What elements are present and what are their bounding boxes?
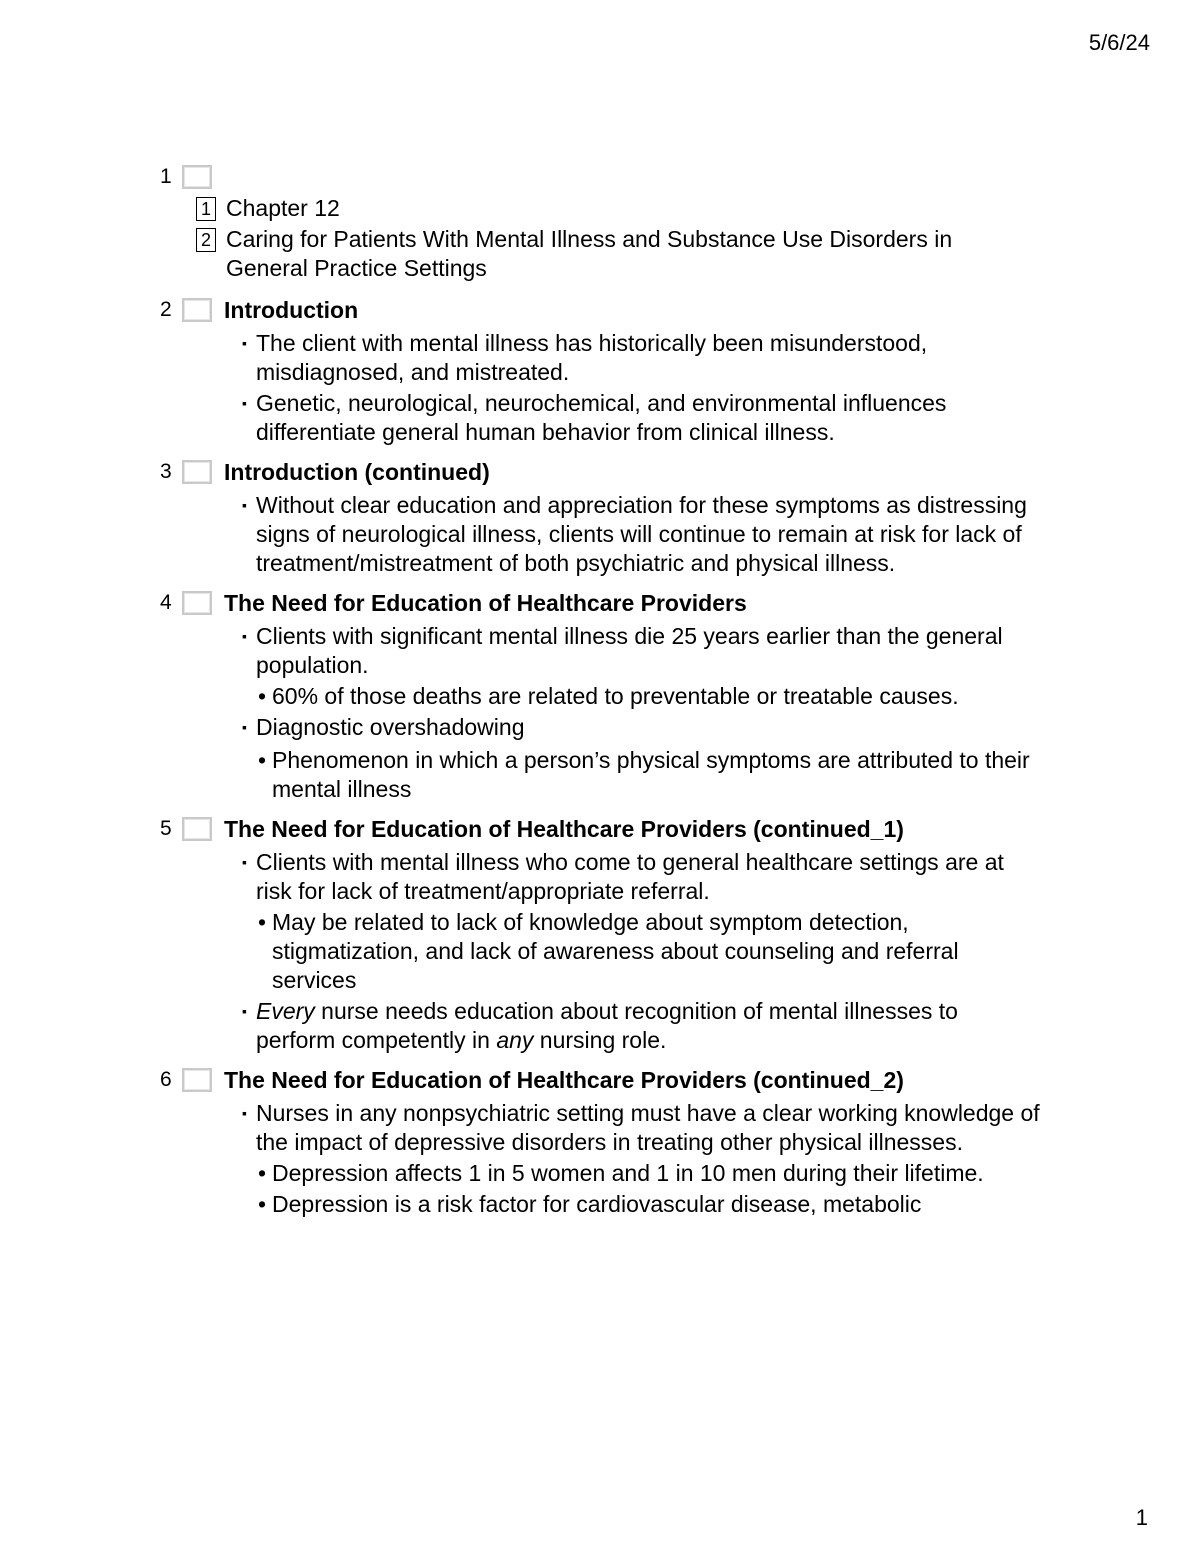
bullet-text: Clients with mental illness who come to general healthcare settings are at risk for lack of treatment/appropriate referral.: [256, 849, 1004, 904]
sub-bullet-text: Phenomenon in which a person’s physical symptoms are attributed to their mental illness: [272, 747, 1030, 802]
page-number: 1: [1135, 1505, 1148, 1530]
slide-thumbnail: [182, 165, 212, 189]
sub-bullet-item: [258, 682, 1040, 711]
bullet-item: [242, 491, 1040, 578]
slide-1: [160, 160, 1040, 283]
bullet-text-part: nursing role.: [533, 1027, 667, 1053]
slide-title: Introduction: [224, 297, 359, 323]
bullet-item: [242, 1099, 1040, 1157]
slide-title: The Need for Education of Healthcare Providers: [224, 590, 747, 616]
emphasis-any: any: [496, 1027, 534, 1053]
slide-number: 5: [160, 817, 172, 840]
placeholder-line: [196, 225, 1040, 283]
square-bullet-icon: ▪: [242, 1105, 247, 1121]
slide-number: 2: [160, 298, 172, 321]
slide-thumbnail: [182, 817, 212, 841]
sub-bullet-item: [258, 908, 1040, 995]
square-bullet-icon: ▪: [242, 1003, 247, 1019]
bullet-item: [242, 713, 1040, 742]
dot-bullet-icon: •: [258, 683, 267, 709]
bullet-text: Nurses in any nonpsychiatric setting must have a clear working knowledge of the impact of depressive disorders in treating other physical illnesses.: [256, 1100, 1040, 1155]
placeholder-line: [196, 194, 1040, 223]
dot-bullet-icon: •: [258, 909, 267, 935]
bullet-item: [242, 622, 1040, 680]
dot-bullet-icon: •: [258, 1160, 267, 1186]
slide-thumbnail: [182, 1068, 212, 1092]
slide-number: 6: [160, 1068, 172, 1091]
slide-number: 3: [160, 460, 172, 483]
slide-thumbnail: [182, 460, 212, 484]
square-bullet-icon: ▪: [242, 395, 247, 411]
square-bullet-icon: ▪: [242, 719, 247, 735]
sub-bullet-item: [258, 1159, 1040, 1188]
slide-title: The Need for Education of Healthcare Providers (continued_2): [224, 1067, 904, 1093]
sub-bullet-item: [258, 1190, 1040, 1219]
bullet-text: Without clear education and appreciation for these symptoms as distressing signs of neurological illness, clients will continue to remain at risk for lack of treatment/mistreatment of both psychiatric and physical illness.: [256, 492, 1027, 576]
print-date: 5/6/24: [1088, 30, 1150, 55]
slide-number: 1: [160, 165, 172, 188]
square-bullet-icon: ▪: [242, 854, 247, 870]
bullet-text: [256, 997, 1040, 1055]
slide-4: [160, 586, 1040, 804]
dot-bullet-icon: •: [258, 1191, 267, 1217]
placeholder-number: 1: [196, 197, 216, 221]
bullet-text: Clients with significant mental illness die 25 years earlier than the general population.: [256, 623, 1003, 678]
sub-bullet-text: May be related to lack of knowledge about symptom detection, stigmatization, and lack of awareness about counseling and referral services: [272, 909, 959, 993]
outline-body: [160, 160, 1040, 1219]
slide-3: [160, 455, 1040, 578]
slide-thumbnail: [182, 591, 212, 615]
bullet-item: [242, 848, 1040, 906]
slide-thumbnail: [182, 298, 212, 322]
sub-bullet-text: Depression is a risk factor for cardiovascular disease, metabolic: [272, 1191, 922, 1217]
placeholder-text: Caring for Patients With Mental Illness and Substance Use Disorders in General Practice Settings: [226, 226, 953, 281]
slide-5: [160, 812, 1040, 1055]
square-bullet-icon: ▪: [242, 628, 247, 644]
slide-2: [160, 293, 1040, 447]
sub-bullet-text: Depression affects 1 in 5 women and 1 in 10 men during their lifetime.: [272, 1160, 984, 1186]
square-bullet-icon: ▪: [242, 335, 247, 351]
bullet-text: Diagnostic overshadowing: [256, 714, 525, 740]
slide-6: [160, 1063, 1040, 1219]
slide-title: Introduction (continued): [224, 459, 490, 485]
bullet-text: Genetic, neurological, neurochemical, and environmental influences differentiate general human behavior from clinical illness.: [256, 390, 947, 445]
emphasis-every: Every: [256, 998, 315, 1024]
placeholder-number: 2: [196, 228, 216, 252]
sub-bullet-item: [258, 746, 1040, 804]
square-bullet-icon: ▪: [242, 497, 247, 513]
slide-title: The Need for Education of Healthcare Providers (continued_1): [224, 816, 904, 842]
placeholder-text: Chapter 12: [226, 195, 340, 221]
bullet-item: [242, 389, 1040, 447]
bullet-item: [242, 329, 1040, 387]
bullet-item: [242, 997, 1040, 1055]
dot-bullet-icon: •: [258, 747, 267, 773]
bullet-text-part: nurse needs education about recognition of mental illnesses to perform competently in: [256, 998, 958, 1053]
sub-bullet-text: 60% of those deaths are related to preventable or treatable causes.: [272, 683, 959, 709]
bullet-text: The client with mental illness has historically been misunderstood, misdiagnosed, and mistreated.: [256, 330, 928, 385]
slide-number: 4: [160, 591, 172, 614]
